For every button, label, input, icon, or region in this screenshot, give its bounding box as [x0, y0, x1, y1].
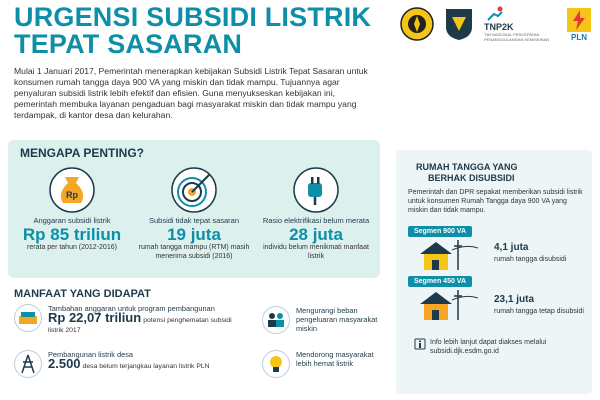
segment-900-note: rumah tangga disubsidi — [494, 256, 567, 263]
why-title: MENGAPA PENTING? — [20, 146, 145, 160]
rt-title-line-1: RUMAH TANGGA YANG — [416, 162, 518, 172]
benefit-village-suffix: desa belum terjangkau layanan listrik PLN — [82, 363, 210, 370]
house-icon — [418, 288, 478, 322]
benefit-village-value: 2.500 — [48, 356, 81, 371]
shield-emblem-icon — [444, 7, 474, 41]
rt-title-line-2: BERHAK DISUBSIDI — [428, 173, 515, 183]
logo-strip — [400, 6, 592, 42]
stat-mistargeted-label: Subsidi tidak tepat sasaran — [148, 216, 240, 225]
target-icon — [170, 166, 218, 214]
benefit-reduce-burden-text: Mengurangi beban pengeluaran masyarakat miskin — [296, 306, 378, 333]
tnp2k-subtitle: TIM NASIONAL PERCEPATAN PENANGGULANGAN KEMISKINAN — [484, 32, 550, 42]
title-line-1: URGENSI SUBSIDI LISTRIK — [14, 2, 372, 32]
info-url[interactable]: subsidi.djk.esdm.go.id — [430, 348, 499, 355]
benefit-budget-suffix: potensi penghematan subsidi listrik 2017 — [48, 317, 232, 334]
benefit-save-energy-text: Mendorong masyarakat lebih hemat listrik — [296, 350, 374, 368]
stat-electrification-value: 28 juta — [289, 225, 343, 244]
segment-450-note: rumah tangga tetap disubsidi — [494, 308, 584, 315]
power-tower-icon — [14, 350, 42, 378]
money-stack-icon — [14, 304, 42, 332]
segment-900-badge: Segmen 900 VA — [408, 226, 472, 237]
family-icon — [262, 306, 290, 334]
benefit-save-energy — [262, 350, 382, 378]
benefit-reduce-burden — [262, 306, 382, 334]
lightbulb-icon — [262, 350, 290, 378]
segment-450-value: 23,1 juta — [494, 294, 535, 305]
benefits-title: MANFAAT YANG DIDAPAT — [14, 288, 151, 300]
benefit-budget-value: Rp 22,07 triliun — [48, 310, 142, 325]
stat-electrification — [256, 166, 376, 261]
svg-text:Rp: Rp — [66, 190, 78, 200]
eligible-households-panel — [396, 150, 592, 394]
stat-electrification-label: Rasio elektrifikasi belum merata — [262, 216, 370, 225]
rt-description: Pemerintah dan DPR sepakat memberikan subsidi listrik untuk konsumen Rumah Tangga daya 900 VA yang miskin dan tidak mampu. — [408, 189, 583, 214]
stat-budget-note: rerata per tahun (2012-2016) — [27, 244, 117, 251]
stat-budget-label: Anggaran subsidi listrik — [33, 216, 111, 225]
plug-icon — [292, 166, 340, 214]
tnp2k-name: TNP2K — [484, 22, 514, 32]
tnp2k-logo — [484, 6, 556, 42]
benefit-village-text: Pembangunan listrik desa — [48, 350, 134, 359]
intro-text: Mulai 1 Januari 2017, Pemerintah menerapkan kebijakan Subsidi Listrik Tepat Sasaran untuk konsumen rumah tangga daya 900 VA yang miskin dan tidak mampu. Tujuannya agar penyaluran subsidi listrik lebih efektif dan efisien. Guna menyukseskan kebijakan ini, pemerintah membuka layanan pengaduan bagi masyarakat miskin dan tidak mampu yang terdampak, di kantor desa dan kelurahan. — [14, 66, 368, 120]
page-title — [14, 4, 374, 58]
money-bag-icon — [48, 166, 96, 214]
info-text: Info lebih lanjut dapat diakses melalui — [430, 339, 547, 346]
rt-title — [416, 162, 518, 184]
info-block — [414, 338, 546, 356]
lightning-icon — [566, 7, 592, 33]
stat-mistargeted-note: rumah tangga mampu (RTM) masih menerima subsidi (2016) — [138, 244, 250, 260]
segment-900-value: 4,1 juta — [494, 242, 529, 253]
stat-budget — [12, 166, 132, 253]
segment-450-badge: Segmen 450 VA — [408, 276, 472, 287]
benefit-village — [14, 350, 244, 378]
pln-name: PLN — [571, 32, 587, 42]
house-icon — [418, 238, 478, 272]
gear-emblem-icon — [400, 7, 434, 41]
benefit-budget — [14, 304, 244, 335]
benefit-budget-text: Tambahan anggaran untuk program pembangunan — [48, 304, 215, 313]
stat-budget-value: Rp 85 triliun — [22, 225, 122, 244]
why-panel — [8, 140, 380, 278]
stat-mistargeted-value: 19 juta — [167, 225, 221, 244]
stat-mistargeted — [134, 166, 254, 261]
esdm-logo — [400, 7, 434, 41]
info-icon — [414, 338, 426, 350]
running-figure-icon — [484, 6, 506, 22]
government-logo — [444, 7, 474, 41]
stat-electrification-note: individu belum menikmati manfaat listrik — [263, 244, 369, 260]
pln-logo — [566, 7, 592, 42]
title-line-2: TEPAT SASARAN — [14, 29, 243, 59]
